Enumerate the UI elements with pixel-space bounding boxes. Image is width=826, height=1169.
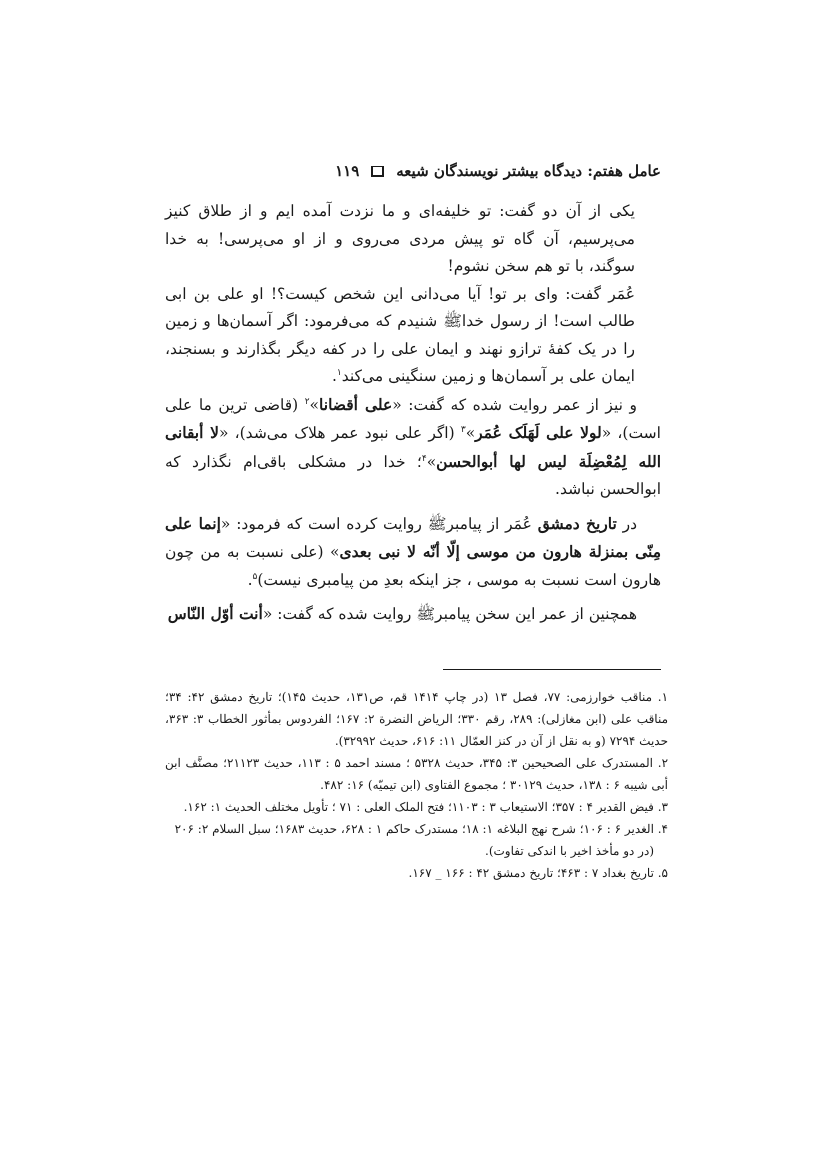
text-run: ؛ خدا در مشکلی باقی‌ام نگذارد که ابوالحسن نباشد. bbox=[165, 452, 661, 498]
text-run: و نیز از عمر روایت شده که گفت: « bbox=[392, 395, 637, 414]
paragraph-also-narrated bbox=[165, 600, 661, 629]
quote-line-2: عُمَر گفت: وای بر تو! آیا می‌دانی این شخص کیست؟! او علی بن ابی طالب است! از رسول خداﷺ شنیدم که می‌فرمود: اگر آسمان‌ها و زمین را در یک کفهٔ ترازو نهند و ایمان علی را در کفه دیگر بگذارند و بسنجند، ایمان علی بر آسمان‌ها و زمین سنگینی می‌کند$^۱$. bbox=[165, 284, 635, 385]
text-run: عُمَر از پیامبرﷺ روایت کرده است که فرمود: « bbox=[220, 514, 538, 533]
footnote-ref-3[interactable]: ۳ bbox=[460, 424, 466, 435]
footnote-ref-5[interactable]: ۵ bbox=[252, 571, 258, 582]
bold-quote: لا أبقانی الله لِمُعْضِلَة لیس لها أبوالحسن bbox=[165, 423, 661, 471]
bold-quote: علی أقضانا bbox=[319, 394, 393, 414]
text-run: (اگر علی نبود عمر هلاک می‌شد)، « bbox=[218, 424, 461, 442]
text-run: (قاضی ترین ما علی است)، « bbox=[165, 395, 661, 442]
text-run: » (علی نسبت به من چون هارون است نسبت به موسی ، جز اینکه بعدِ من پیامبری نیست) bbox=[165, 543, 661, 589]
text-run: » bbox=[426, 452, 437, 471]
quoted-dialogue bbox=[165, 198, 661, 391]
chapter-title: عامل هفتم: دیدگاه بیشتر نویسندگان شیعه bbox=[396, 162, 661, 180]
footnote-ref-1[interactable]: ۱ bbox=[336, 367, 342, 378]
bold-source-title: تاریخ دمشق bbox=[537, 513, 617, 533]
paragraph-umar-sayings bbox=[165, 391, 661, 504]
text-run: . bbox=[247, 570, 253, 589]
text-run: » bbox=[465, 424, 476, 442]
paragraph-tarikh-dimashq bbox=[165, 510, 661, 595]
square-ornament-icon bbox=[371, 166, 384, 177]
bold-quote: إنما علی مِنّی بمنزلة هارون من موسی إلّا أنّه لا نبی بعدی bbox=[165, 513, 661, 561]
bold-quote: أنت أوّل النّاس bbox=[167, 604, 263, 623]
footnote-ref-4[interactable]: ۴ bbox=[421, 453, 427, 464]
text-run: در bbox=[616, 514, 637, 533]
running-header bbox=[165, 158, 661, 184]
footnote-4-continued: (در دو مأخذ اخیر با اندکی تفاوت). bbox=[485, 844, 654, 858]
page-number: ۱۱۹ bbox=[335, 162, 360, 180]
footnote-divider bbox=[443, 669, 661, 670]
footnote-2: ۲. المستدرک علی الصحیحین ۳: ۳۴۵، حدیث ۵۳۲۸ ؛ مسند احمد ۵ : ۱۱۳، حدیث ۲۱۱۲۳؛ مصنَّف ابن أبی شیبه ۶ : ۱۳۸، حدیث ۳۰۱۲۹ ؛ مجموع الفتاوی (ابن تیمیّه) ۱۶: ۴۸۲. bbox=[165, 756, 669, 792]
footnote-5: ۵. تاریخ بغداد ۷ : ۴۶۳؛ تاریخ دمشق ۴۲ : ۱۶۶ _ ۱۶۷. bbox=[408, 866, 668, 880]
text-run: همچنین از عمر این سخن پیامبرﷺ روایت شده که گفت: « bbox=[262, 605, 637, 623]
quote-line-1: یکی از آن دو گفت: تو خلیفه‌ای و ما نزدت آمده ایم و از طلاق کنیز می‌پرسیم، آن گاه تو پیش مردی می‌روی و از او می‌پرسی! به خدا سوگند، با تو هم سخن نشوم! bbox=[165, 202, 635, 275]
footnote-4: ۴. الغدیر ۶ : ۱۰۶؛ شرح نهج البلاغه ۱: ۱۸؛ مستدرک حاکم ۱ : ۶۲۸، حدیث ۱۶۸۳؛ سبل السلام ۲: ۲۰۶ bbox=[174, 822, 668, 836]
quote-line-2-text: عُمَر گفت: وای بر تو! آیا می‌دانی این شخص کیست؟! او علی بن ابی طالب است! از رسول خداﷺ شنیدم که می‌فرمود: اگر آسمان‌ها و زمین را در یک کفهٔ ترازو نهند و ایمان علی را در کفه دیگر بگذارند و بسنجند، ایمان علی بر آسمان‌ها و زمین سنگینی می‌کند bbox=[165, 284, 635, 385]
footnote-3: ۳. فیض القدیر ۴ : ۳۵۷؛ الاستیعاب ۳ : ۱۱۰۳؛ فتح الملک العلی : ۷۱ ؛ تأویل مختلف الحدیث ۱: ۱۶۲. bbox=[183, 800, 668, 814]
footnote-ref-2[interactable]: ۲ bbox=[304, 396, 310, 407]
footnote-1: ۱. مناقب خوارزمی: ۷۷، فصل ۱۳ (در چاپ ۱۴۱۴ قم، ص۱۳۱، حدیث ۱۴۵)؛ تاریخ دمشق ۴۲: ۳۴؛ مناقب علی (ابن مغازلی): ۲۸۹، رقم ۳۳۰؛ الریاض النضرة ۲: ۱۶۷؛ الفردوس بمأثور الخطاب ۳: ۳۶۳، حدیث ۷۲۹۴ (و به نقل از آن در کنز العمّال ۱۱: ۶۱۶، حدیث ۳۲۹۹۲). bbox=[165, 690, 669, 748]
main-text bbox=[165, 198, 661, 629]
bold-quote: لولا علی لَهَلَک عُمَر bbox=[475, 423, 602, 442]
footnotes bbox=[165, 686, 668, 884]
text-run: » bbox=[309, 395, 320, 414]
